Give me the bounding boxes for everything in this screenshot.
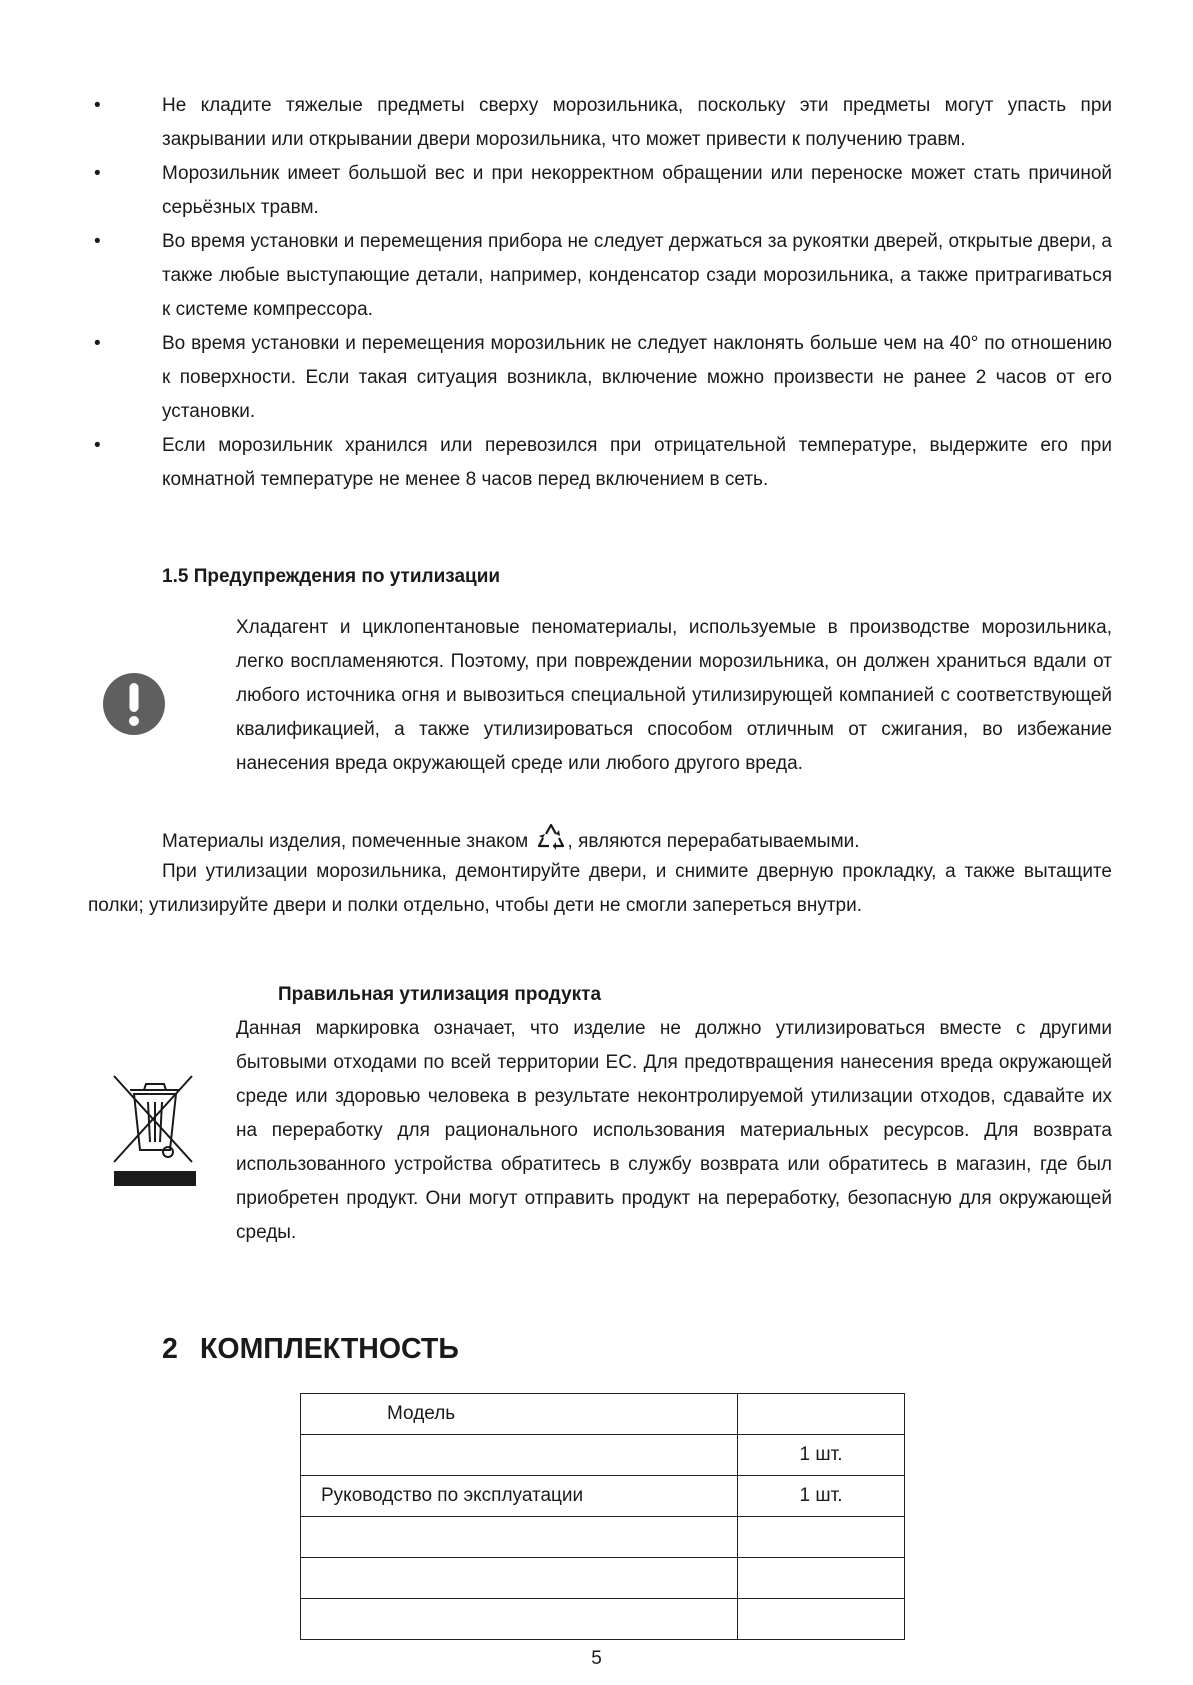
table-row — [301, 1517, 905, 1558]
bullet-icon: • — [94, 333, 101, 354]
bullet-text: Если морозильник хранился или перевозился при отрицательной температуре, выдержите его при комнатной температуре не менее 8 часов перед включением в сеть. — [162, 435, 1112, 490]
recycle-icon — [536, 821, 566, 851]
table-cell — [738, 1599, 905, 1640]
table-cell — [301, 1517, 738, 1558]
table-cell: 1 шт. — [738, 1476, 905, 1517]
table-cell — [738, 1517, 905, 1558]
crossed-out-bin-icon — [110, 1068, 196, 1186]
page-number: 5 — [591, 1648, 602, 1669]
bullet-icon: • — [94, 95, 101, 116]
table-row — [301, 1558, 905, 1599]
table-cell — [738, 1394, 905, 1435]
safety-bullet-list — [88, 89, 1112, 497]
bullet-text: Во время установки и перемещения морозильник не следует наклонять больше чем на 40° по отношению к поверхности. Если такая ситуация возникла, включение можно произвести не ранее 2 часов от его установки. — [162, 333, 1112, 422]
table-row — [301, 1476, 905, 1517]
section-number: 2 — [162, 1333, 178, 1365]
section-heading-2 — [162, 1332, 459, 1366]
table-cell — [301, 1435, 738, 1476]
table-cell — [301, 1558, 738, 1599]
disposal-instructions: При утилизации морозильника, демонтируйте двери, и снимите дверную прокладку, а также вытащите полки; утилизируйте двери и полки отдельно, чтобы дети не смогли запереться внутри. — [88, 861, 1112, 916]
table-cell — [301, 1599, 738, 1640]
table-cell: 1 шт. — [738, 1435, 905, 1476]
table-cell: Модель — [301, 1394, 738, 1435]
proper-disposal-heading: Правильная утилизация продукта — [278, 984, 602, 1005]
list-item — [88, 157, 1112, 225]
list-item — [88, 225, 1112, 327]
list-item — [88, 89, 1112, 157]
table-row — [301, 1435, 905, 1476]
bullet-icon: • — [94, 435, 101, 456]
recycle-note — [162, 821, 860, 859]
table-row — [301, 1599, 905, 1640]
table-cell: Руководство по эксплуатации — [301, 1476, 738, 1517]
recycle-note-text-after: , являются перерабатываемыми. — [567, 831, 860, 852]
table-row — [301, 1394, 905, 1435]
bullet-text: Во время установки и перемещения прибора не следует держаться за рукоятки дверей, открытые двери, а также любые выступающие детали, например, конденсатор сзади морозильника, а также притрагиваться к системе компрессора. — [162, 231, 1112, 320]
package-contents-table — [300, 1393, 905, 1640]
section-heading-1-5: 1.5 Предупреждения по утилизации — [162, 566, 501, 587]
bullet-text: Морозильник имеет большой вес и при некорректном обращении или переноске может стать причиной серьёзных травм. — [162, 163, 1112, 218]
weee-disposal-text: Данная маркировка означает, что изделие не должно утилизироваться вместе с другими бытовыми отходами по всей территории ЕС. Для предотвращения нанесения вреда окружающей среде или здоровью человека в результате неконтролируемой утилизации отходов, сдавайте их на переработку для рационального использования материальных ресурсов. Для возврата использованного устройства обратитесь в службу возврата или обратитесь в магазин, где был приобретен продукт. Они могут отправить продукт на переработку, безопасную для окружающей среды. — [236, 1018, 1112, 1243]
bullet-text: Не кладите тяжелые предметы сверху морозильника, поскольку эти предметы могут упасть при закрывании или открывании двери морозильника, что может привести к получению травм. — [162, 95, 1112, 150]
recycle-note-text-before: Материалы изделия, помеченные знаком — [162, 831, 529, 852]
bullet-icon: • — [94, 163, 101, 184]
exclamation-warning-icon — [103, 673, 165, 735]
table-cell — [738, 1558, 905, 1599]
bullet-icon: • — [94, 231, 101, 252]
section-title: КОМПЛЕКТНОСТЬ — [200, 1333, 459, 1365]
list-item — [88, 327, 1112, 429]
flammability-warning-text: Хладагент и циклопентановые пеноматериалы, используемые в производстве морозильника, легко воспламеняются. Поэтому, при повреждении морозильника, он должен храниться вдали от любого источника огня и вывозиться специальной утилизирующей компанией с соответствующей квалификацией, а также утилизироваться способом отличным от сжигания, во избежание нанесения вреда окружающей среде или любого другого вреда. — [236, 617, 1112, 774]
list-item — [88, 429, 1112, 497]
